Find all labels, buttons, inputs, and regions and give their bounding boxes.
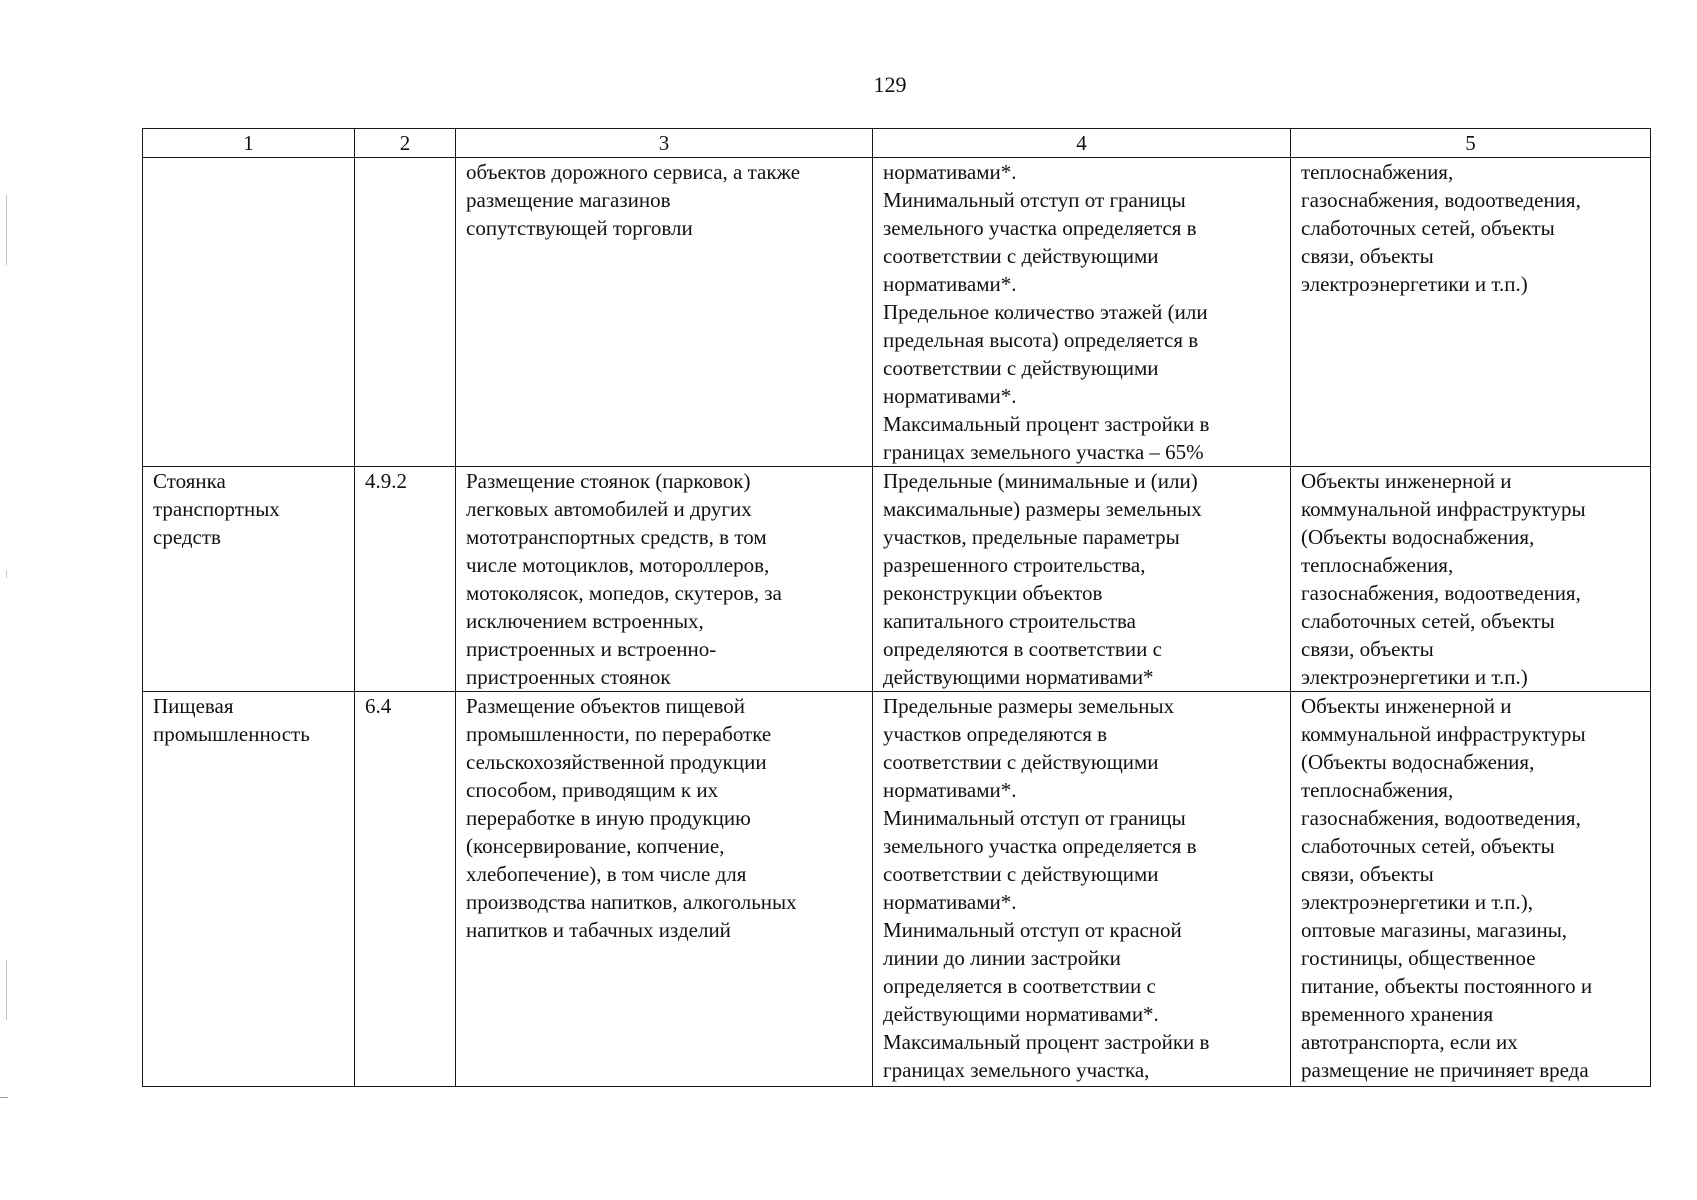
- header-cell-3: 3: [456, 129, 873, 158]
- header-row: [143, 129, 1651, 158]
- cell-parameters: Предельные размеры земельных участков определяются в соответствии с действующими нормативами*. Минимальный отступ от границы земельного участка определяется в соответствии с действующими нормативами*. Минимальный отступ от красной линии до линии застройки определяется в соответствии с действующими нормативами*. Максимальный процент застройки в границах земельного участка,: [873, 692, 1291, 1087]
- table-row: [143, 467, 1651, 692]
- cell-parameters: Предельные (минимальные и (или) максимальные) размеры земельных участков, предельные параметры разрешенного строительства, реконструкции объектов капитального строительства определяются в соответствии с действующими нормативами*: [873, 467, 1291, 692]
- table-row: [143, 158, 1651, 467]
- scan-artifact: [6, 960, 7, 1020]
- cell-use-name: Стоянка транспортных средств: [143, 467, 355, 692]
- cell-use-code: [355, 158, 456, 467]
- header-cell-2: 2: [355, 129, 456, 158]
- cell-parameters: нормативами*. Минимальный отступ от границы земельного участка определяется в соответствии с действующими нормативами*. Предельное количество этажей (или предельная высота) определяется в соответствии с действующими нормативами*. Максимальный процент застройки в границах земельного участка – 65%: [873, 158, 1291, 467]
- cell-auxiliary-uses: теплоснабжения, газоснабжения, водоотведения, слаботочных сетей, объекты связи, объекты электроэнергетики и т.п.): [1291, 158, 1651, 467]
- table-row: [143, 692, 1651, 1087]
- header-cell-4: 4: [873, 129, 1291, 158]
- cell-use-code: 4.9.2: [355, 467, 456, 692]
- cell-use-description: объектов дорожного сервиса, а также размещение магазинов сопутствующей торговли: [456, 158, 873, 467]
- header-cell-5: 5: [1291, 129, 1651, 158]
- cell-auxiliary-uses: Объекты инженерной и коммунальной инфраструктуры (Объекты водоснабжения, теплоснабжения, газоснабжения, водоотведения, слаботочных сетей, объекты связи, объекты электроэнергетики и т.п.): [1291, 467, 1651, 692]
- cell-use-name: [143, 158, 355, 467]
- scan-artifact: [0, 1097, 8, 1098]
- zoning-table: [142, 128, 1651, 1087]
- cell-use-description: Размещение объектов пищевой промышленности, по переработке сельскохозяйственной продукции способом, приводящим к их переработке в иную продукцию (консервирование, копчение, хлебопечение), в том числе для производства напитков, алкогольных напитков и табачных изделий: [456, 692, 873, 1087]
- cell-use-code: 6.4: [355, 692, 456, 1087]
- cell-use-description: Размещение стоянок (парковок) легковых автомобилей и других мототранспортных средств, в том числе мотоциклов, мотороллеров, мотоколясок, мопедов, скутеров, за исключением встроенных, пристроенных и встроенно- пристроенных стоянок: [456, 467, 873, 692]
- scan-artifact: [6, 195, 7, 265]
- cell-auxiliary-uses: Объекты инженерной и коммунальной инфраструктуры (Объекты водоснабжения, теплоснабжения, газоснабжения, водоотведения, слаботочных сетей, объекты связи, объекты электроэнергетики и т.п.), оптовые магазины, магазины, гостиницы, общественное питание, объекты постоянного и временного хранения автотранспорта, если их размещение не причиняет вреда: [1291, 692, 1651, 1087]
- page-number: 129: [873, 72, 907, 97]
- cell-use-name: Пищевая промышленность: [143, 692, 355, 1087]
- scan-artifact: [6, 570, 7, 578]
- header-cell-1: 1: [143, 129, 355, 158]
